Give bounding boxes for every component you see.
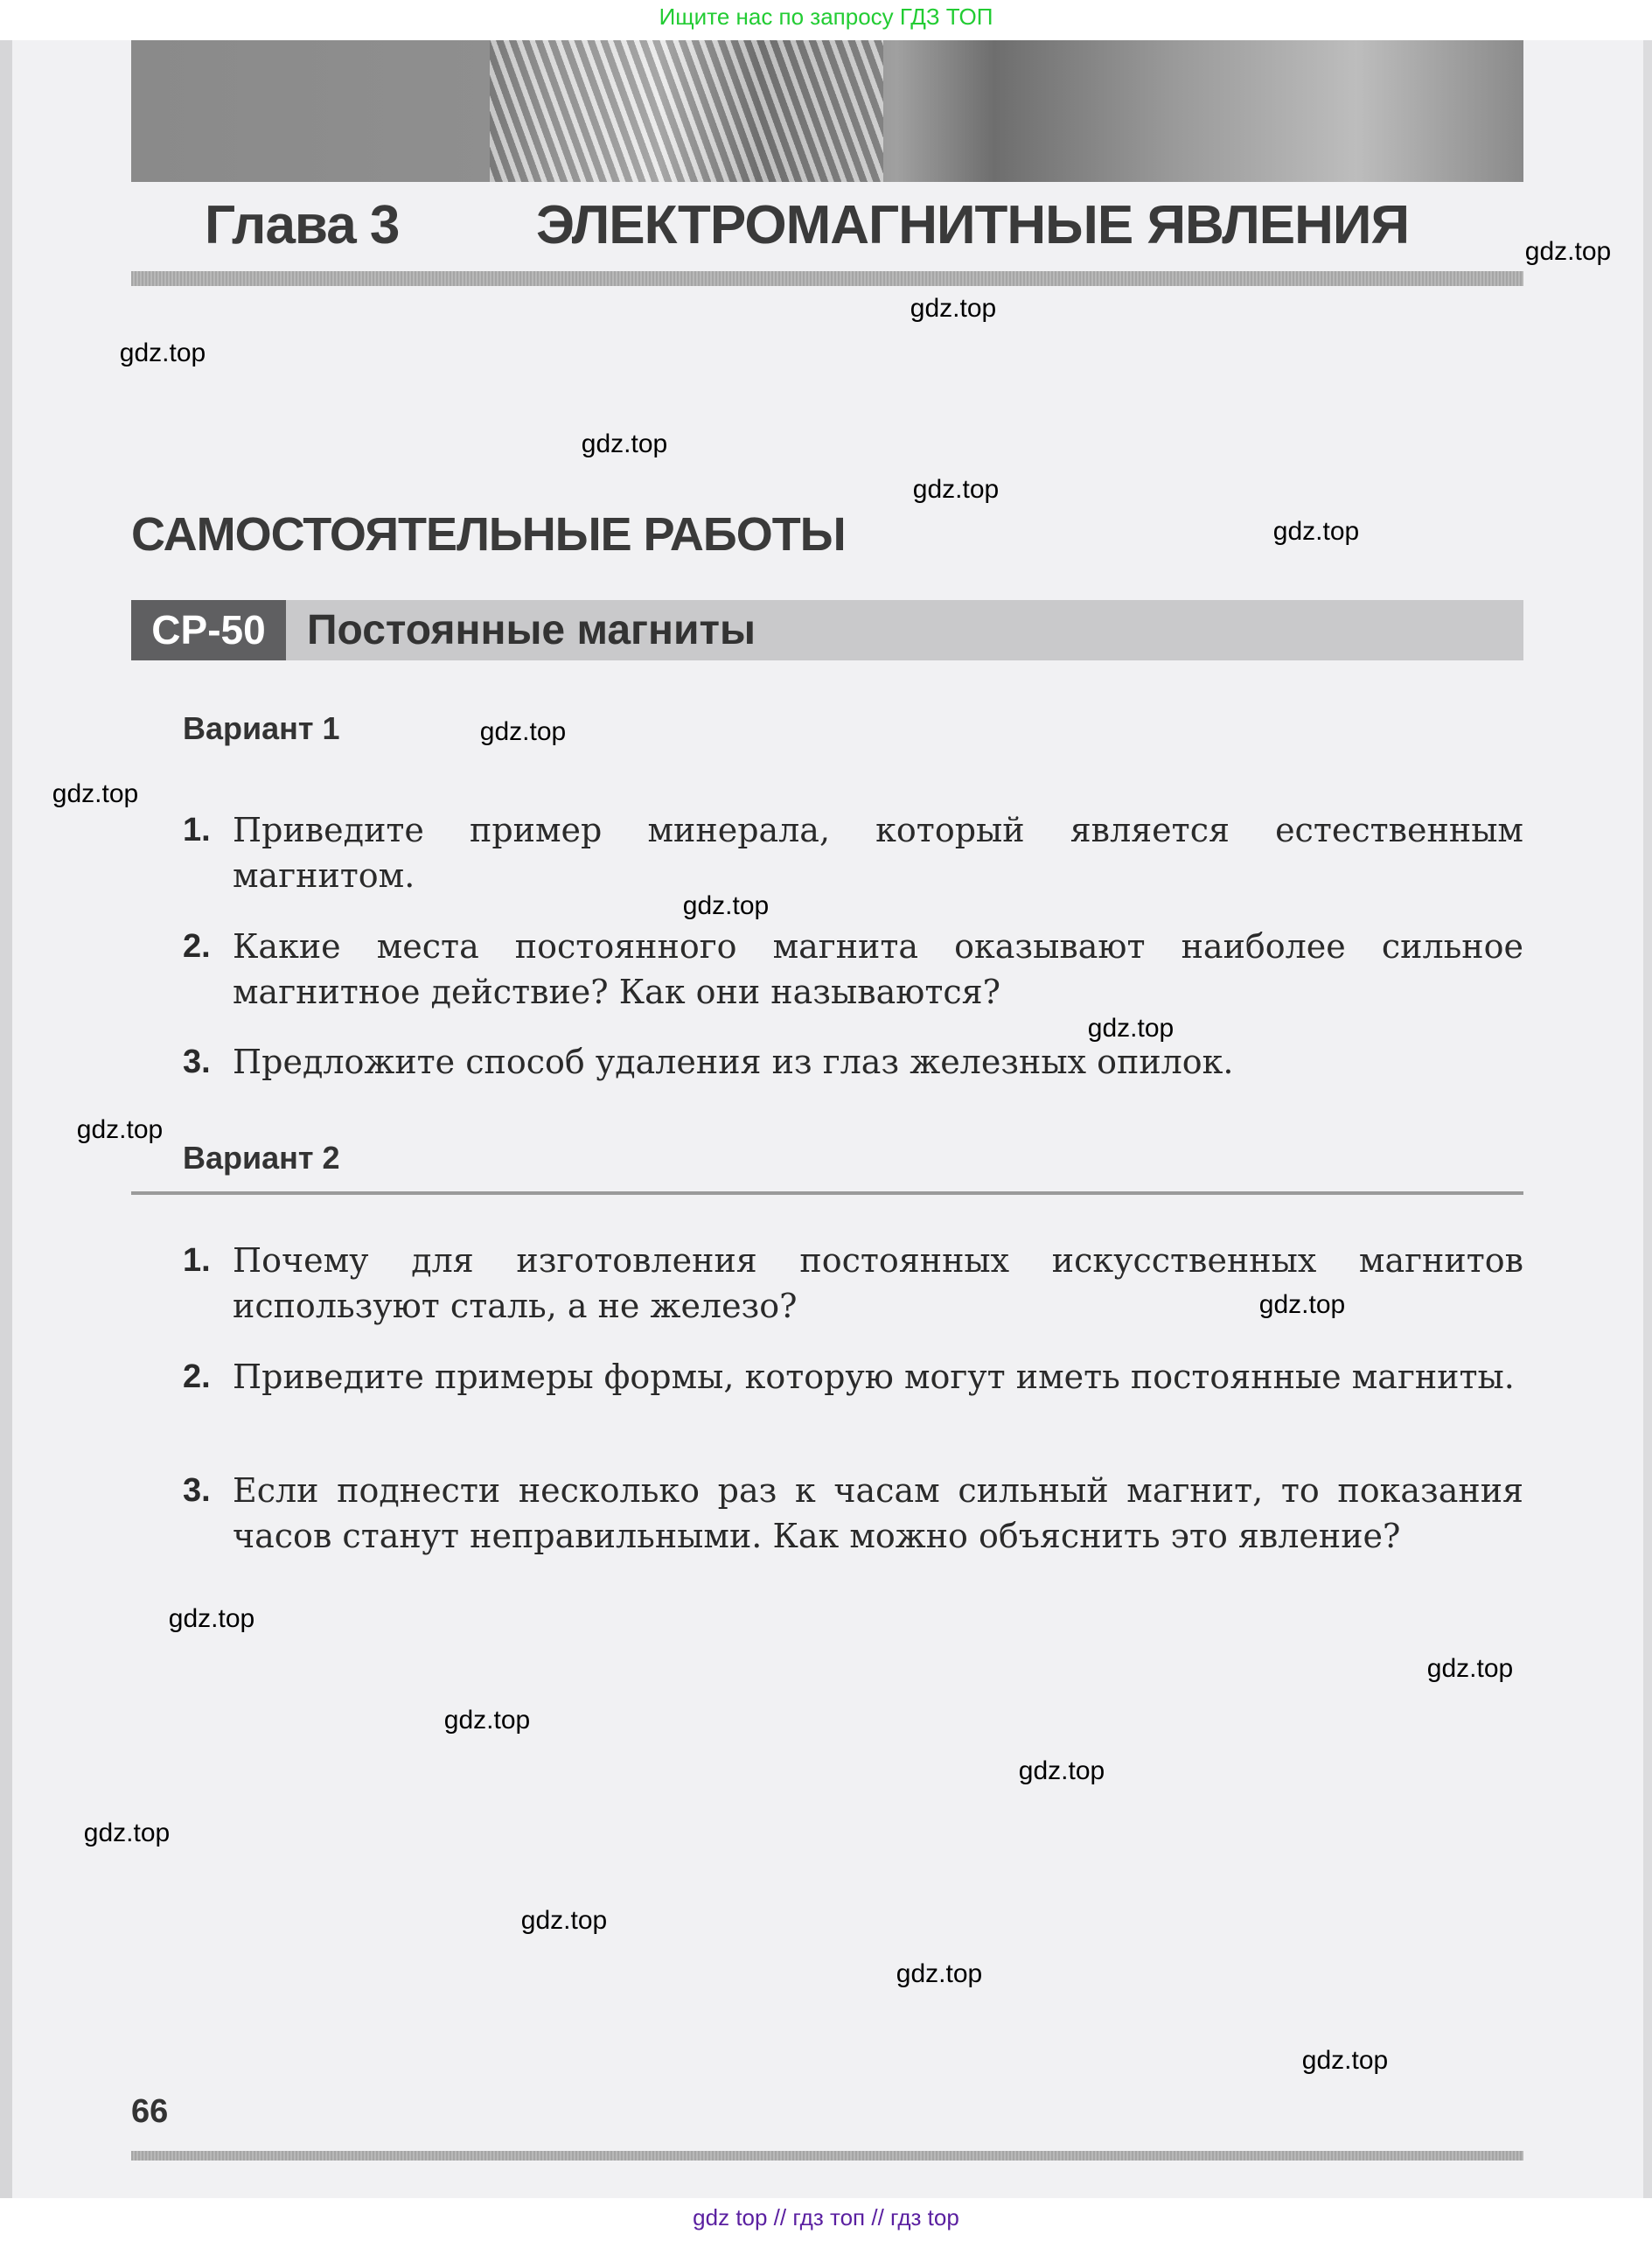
banner-image-detail (490, 40, 883, 182)
watermark-text: gdz.top (1258, 1290, 1346, 1319)
watermark-text: gdz.top (1524, 237, 1612, 266)
chapter-label: Глава 3 (205, 195, 400, 255)
question (183, 807, 1523, 898)
footer-divider (131, 2151, 1523, 2161)
watermark-text: gdz.top (479, 717, 567, 746)
watermark-text: gdz.top (1087, 1014, 1175, 1043)
watermark-text: gdz.top (168, 1604, 255, 1633)
watermark-text: gdz.top (1426, 1654, 1514, 1683)
question-text: Какие места постоянного магнита оказывают наиболее сильное магнитное действие? Как они называются? (233, 927, 1523, 1011)
watermark-text: gdz.top (1301, 2046, 1389, 2075)
chapter-divider (131, 271, 1523, 286)
question-number: 2. (183, 928, 211, 965)
variant-2-title: Вариант 2 (183, 1140, 340, 1176)
watermark-text: gdz.top (119, 339, 206, 367)
question-text: Приведите пример минерала, который является естественным магнитом. (233, 811, 1523, 895)
watermark-text: gdz.top (83, 1819, 171, 1847)
question (183, 1468, 1523, 1559)
question (183, 1354, 1523, 1400)
watermark-text: gdz.top (896, 1959, 983, 1988)
question (183, 924, 1523, 1015)
page-number: 66 (131, 2093, 169, 2130)
question-number: 2. (183, 1358, 211, 1395)
work-code: СР-50 (131, 600, 286, 660)
question (183, 1039, 1523, 1085)
question-text: Если поднести несколько раз к часам сильный магнит, то показания часов станут неправильными. Как можно объяснить это явление? (233, 1471, 1523, 1555)
question-number: 3. (183, 1044, 211, 1080)
search-hint-link[interactable]: Ищите нас по запросу ГДЗ ТОП (659, 3, 993, 30)
watermark-text: gdz.top (76, 1115, 164, 1144)
book-page (0, 40, 1652, 2198)
footer-link[interactable]: gdz top // гдз топ // гдз top (693, 2204, 959, 2231)
question-text: Приведите примеры формы, которую могут иметь постоянные магниты. (233, 1358, 1515, 1396)
watermark-text: gdz.top (1272, 517, 1360, 546)
work-title: Постоянные магниты (307, 607, 756, 653)
variant-divider (131, 1191, 1523, 1195)
watermark-text: gdz.top (520, 1906, 608, 1935)
question-text: Почему для изготовления постоянных искусственных магнитов используют сталь, а не железо? (233, 1241, 1523, 1325)
question-text: Предложите способ удаления из глаз железных опилок. (233, 1043, 1234, 1081)
watermark-text: gdz.top (682, 891, 770, 920)
question-number: 1. (183, 1242, 211, 1279)
watermark-text: gdz.top (443, 1706, 531, 1735)
watermark-text: gdz.top (912, 475, 1000, 504)
section-title: САМОСТОЯТЕЛЬНЫЕ РАБОТЫ (131, 508, 846, 561)
watermark-text: gdz.top (581, 429, 668, 458)
watermark-text: gdz.top (1018, 1756, 1105, 1785)
question-number: 3. (183, 1472, 211, 1509)
chapter-title: ЭЛЕКТРОМАГНИТНЫЕ ЯВЛЕНИЯ (536, 195, 1410, 255)
question-number: 1. (183, 812, 211, 848)
watermark-text: gdz.top (910, 294, 997, 323)
watermark-text: gdz.top (52, 779, 139, 808)
variant-1-title: Вариант 1 (183, 710, 340, 746)
